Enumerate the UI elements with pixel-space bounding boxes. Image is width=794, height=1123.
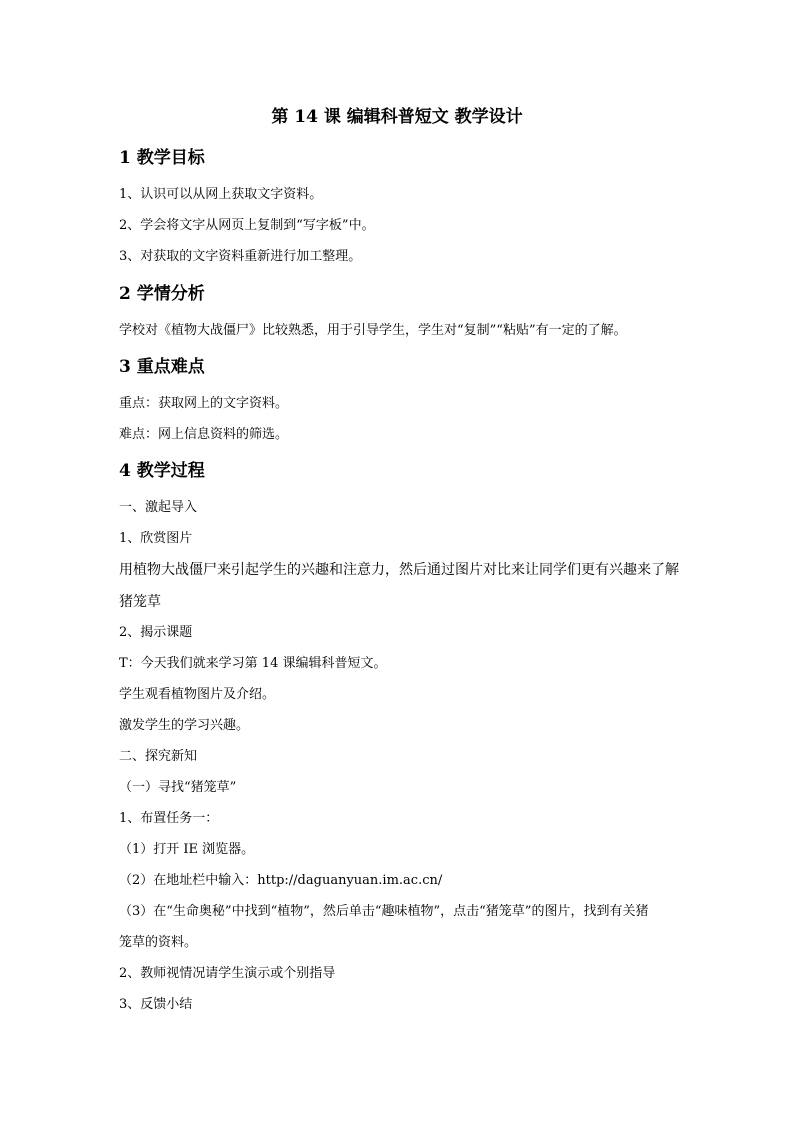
key-point-text: 重点：获取网上的文字资料。: [119, 396, 289, 411]
process-line: （一）寻找“猪笼草”: [119, 780, 237, 795]
process-line: 1、布置任务一：: [119, 811, 219, 826]
difficult-point-text: 难点：网上信息资料的筛选。: [119, 427, 289, 442]
process-line: T：今天我们就来学习第 14 课编辑科普短文。: [119, 656, 387, 671]
process-line: （1）打开 IE 浏览器。: [119, 842, 255, 857]
goal-item: 2、学会将文字从网页上复制到“写字板”中。: [119, 218, 375, 233]
process-line: 笼草的资料。: [119, 935, 198, 950]
process-line: 一、激起导入: [119, 500, 198, 515]
process-line: 用植物大战僵尸来引起学生的兴趣和注意力，然后通过图片对比来让同学们更有兴趣来了解: [119, 562, 679, 578]
section-heading-keypoints: 3 重点难点: [119, 357, 205, 377]
section-heading-analysis: 2 学情分析: [119, 284, 205, 304]
process-line: 2、教师视情况请学生演示或个别指导: [119, 966, 336, 981]
analysis-text: 学校对《植物大战僵尸》比较熟悉，用于引导学生，学生对“复制”“粘贴”有一定的了解。: [119, 323, 627, 338]
section-heading-goals: 1 教学目标: [119, 148, 205, 168]
goal-item: 1、认识可以从网上获取文字资料。: [119, 187, 323, 202]
document-title: 第 14 课 编辑科普短文 教学设计: [271, 107, 523, 127]
process-line: 1、欣赏图片: [119, 531, 193, 546]
process-line: 学生观看植物图片及介绍。: [119, 687, 276, 702]
goal-item: 3、对获取的文字资料重新进行加工整理。: [119, 249, 362, 264]
process-line: 二、探究新知: [119, 749, 198, 764]
process-line: （2）在地址栏中输入：http://daguanyuan.im.ac.cn/: [119, 873, 443, 888]
process-line: 激发学生的学习兴趣。: [119, 718, 250, 733]
process-line: 2、揭示课题: [119, 625, 193, 640]
process-line: 3、反馈小结: [119, 997, 193, 1012]
section-heading-process: 4 教学过程: [119, 461, 205, 481]
process-line: 猪笼草: [119, 594, 161, 610]
process-line: （3）在“生命奥秘”中找到“植物”，然后单击“趣味植物”，点击“猪笼草”的图片，找到有关猪: [119, 904, 649, 919]
